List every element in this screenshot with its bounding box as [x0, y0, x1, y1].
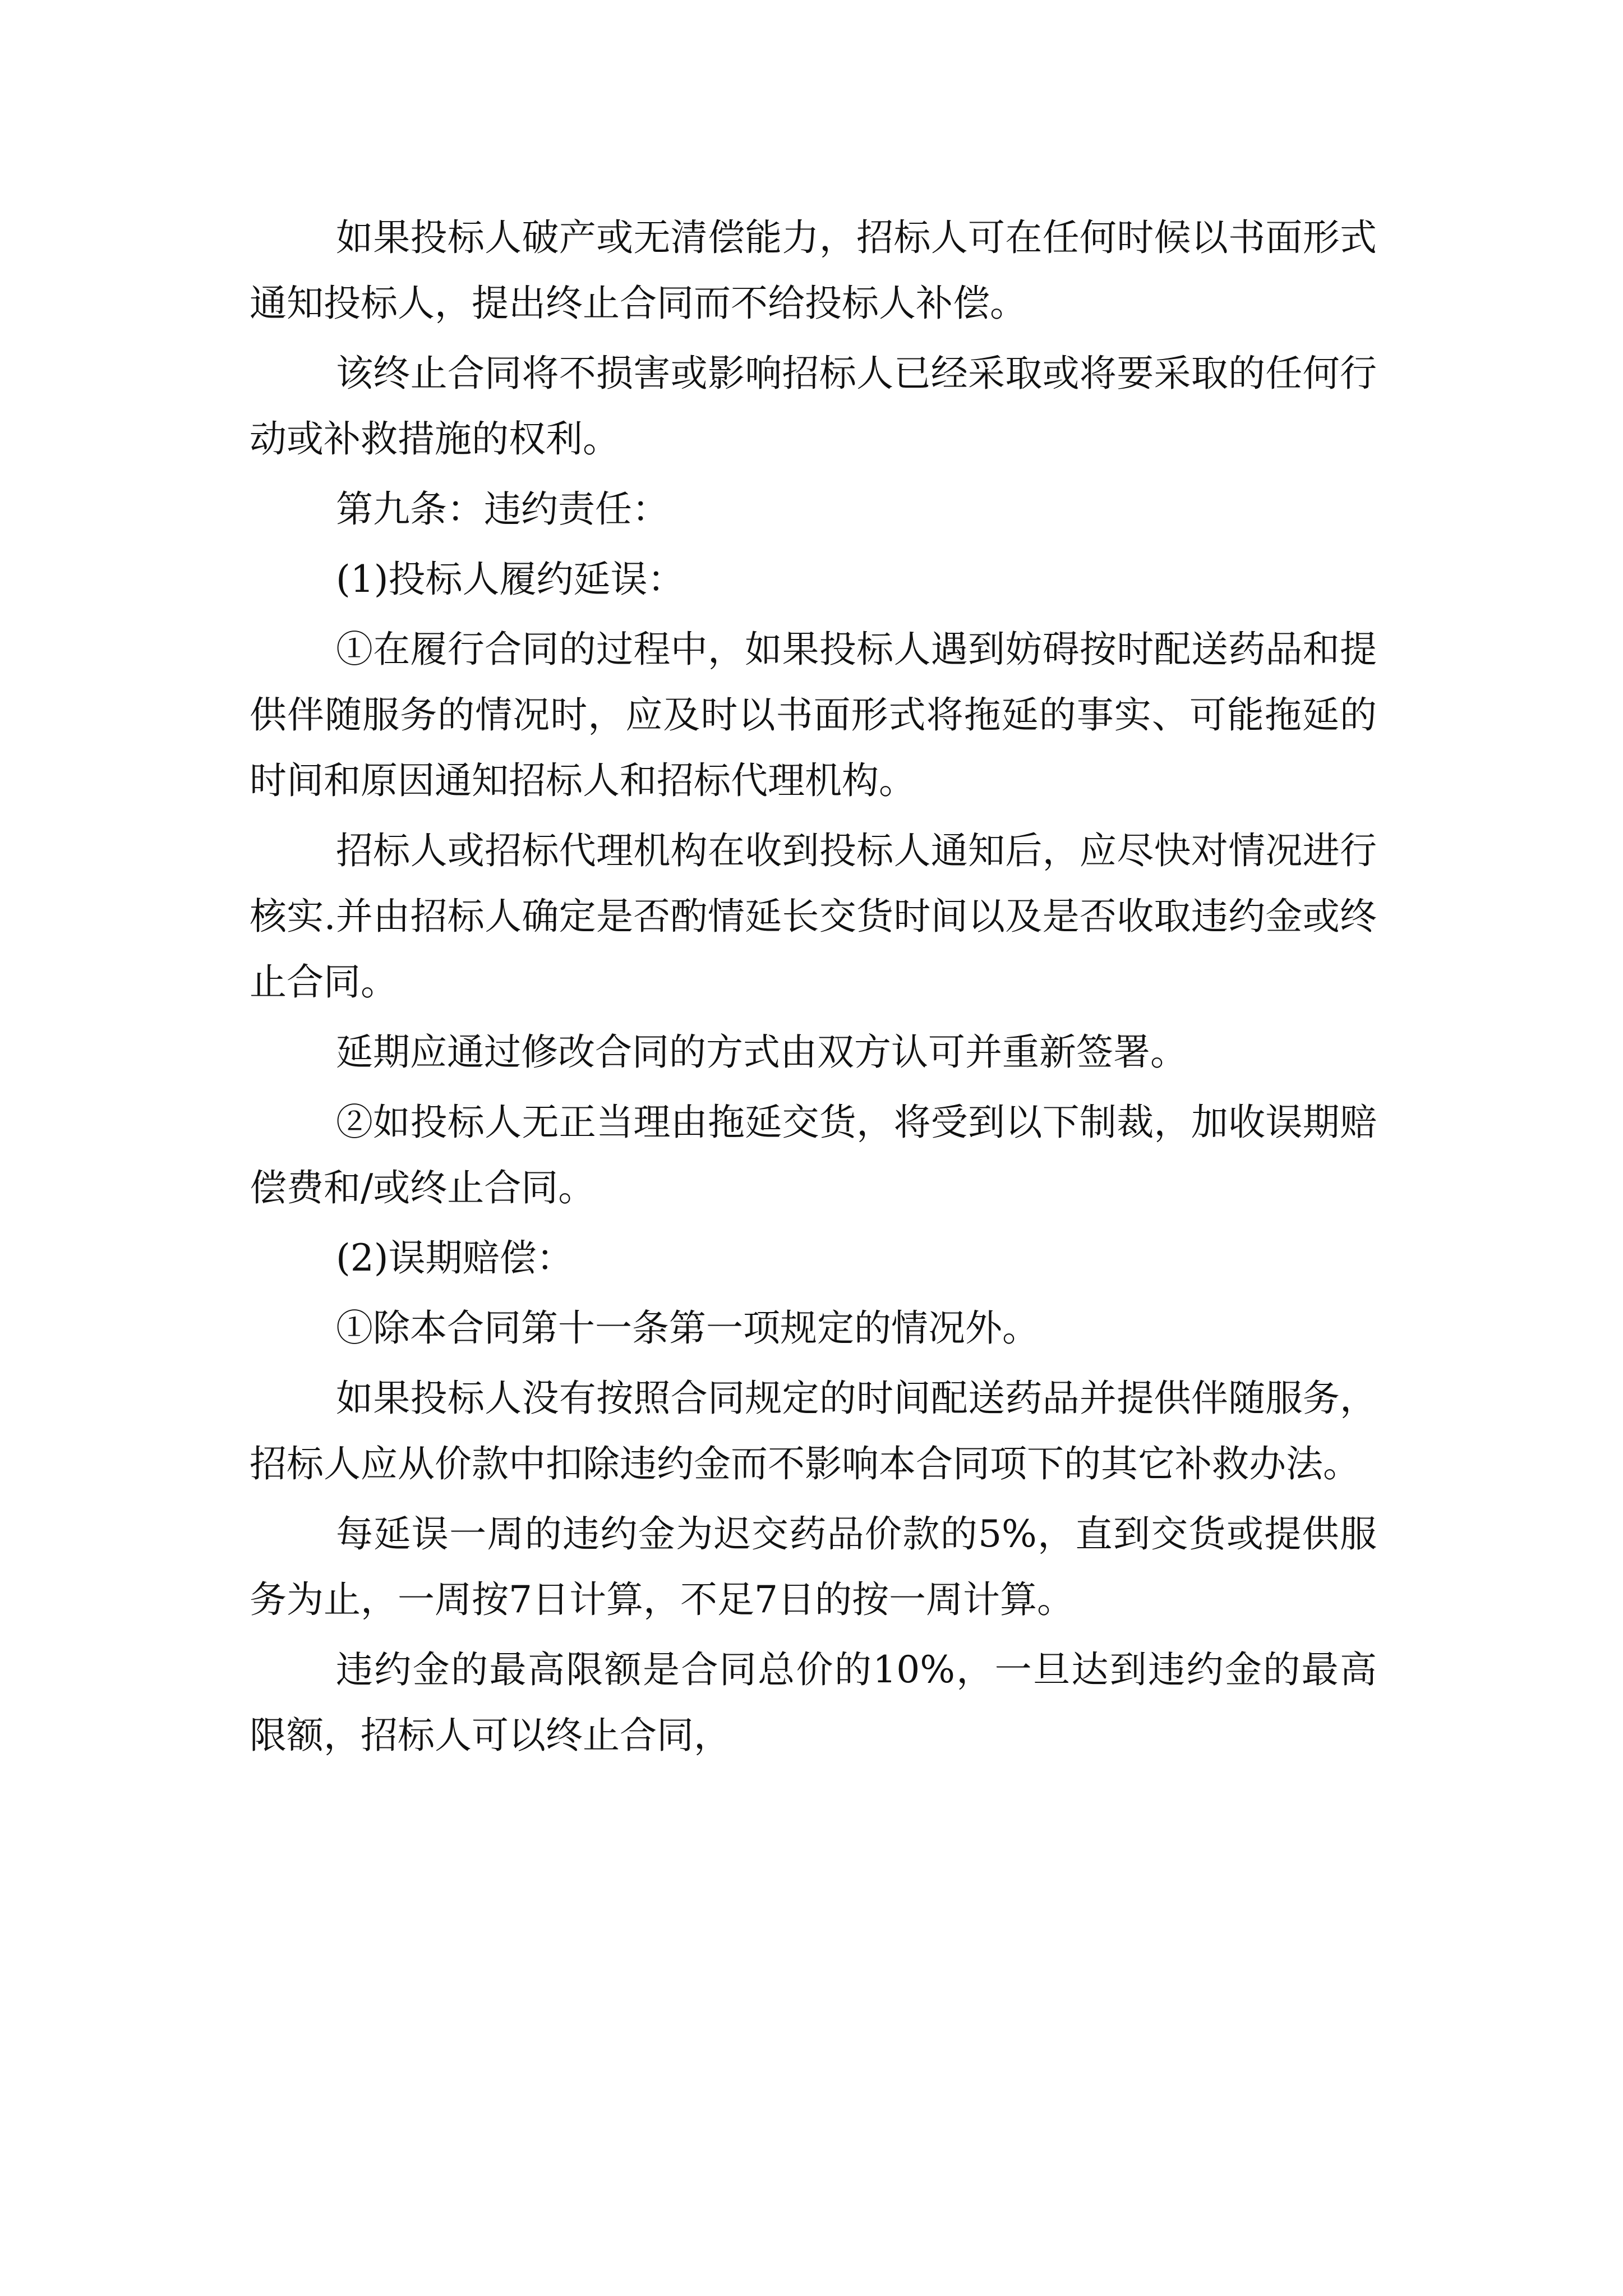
paragraph-delay-notice: ①在履行合同的过程中，如果投标人遇到妨碍按时配送药品和提供伴随服务的情况时，应及时以书面形式将拖延的事实、可能拖延的时间和原因通知招标人和招标代理机构。 [250, 628, 1377, 802]
paragraph-weekly-penalty: 每延误一周的违约金为迟交药品价款的5%，直到交货或提供服务为止，一周按7日计算，不足7日的按一周计算。 [250, 1512, 1377, 1621]
section-compensation-heading: (2)误期赔偿： [336, 1236, 574, 1280]
paragraph-maximum-penalty: 违约金的最高限额是合同总价的10%，一旦达到违约金的最高限额，招标人可以终止合同， [250, 1648, 1377, 1757]
paragraph-bankruptcy-termination: 如果投标人破产或无清偿能力，招标人可在任何时候以书面形式通知投标人，提出终止合同而不给投标人补偿。 [250, 216, 1377, 325]
paragraph-deduction: 如果投标人没有按照合同规定的时间配送药品并提供伴随服务，招标人应从价款中扣除违约金而不影响本合同项下的其它补救办法。 [250, 1377, 1377, 1485]
paragraph-sanctions: ②如投标人无正当理由拖延交货，将受到以下制裁，加收误期赔偿费和/或终止合同。 [250, 1101, 1377, 1209]
document-body [250, 205, 1377, 1773]
article-nine-heading: 第九条：违约责任： [336, 487, 669, 531]
section-delay-heading: (1)投标人履约延误： [336, 558, 685, 601]
paragraph-termination-rights: 该终止合同将不损害或影响招标人已经采取或将要采取的任何行动或补救措施的权利。 [250, 352, 1377, 461]
paragraph-extension: 延期应通过修改合同的方式由双方认可并重新签署。 [336, 1030, 1187, 1074]
paragraph-verification: 招标人或招标代理机构在收到投标人通知后，应尽快对情况进行核实.并由招标人确定是否酌情延长交货时间以及是否收取违约金或终止合同。 [250, 829, 1377, 1004]
paragraph-exception: ①除本合同第十一条第一项规定的情况外。 [336, 1306, 1039, 1350]
